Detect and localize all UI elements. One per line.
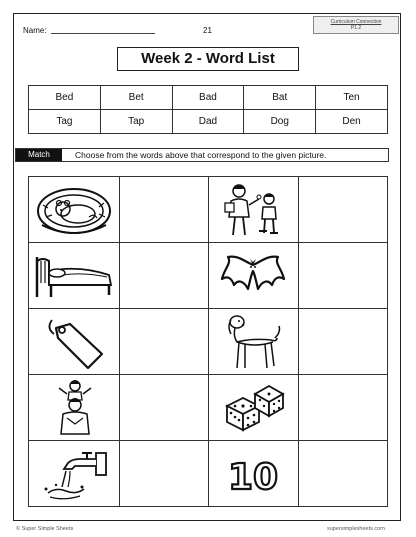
match-row [29,177,388,243]
answer-cell[interactable] [119,441,208,507]
footer-website[interactable]: supersimplesheets.com [327,526,385,532]
ten-number: 10 [228,456,279,498]
picture-cell [208,177,299,243]
word-cell: Den [316,110,388,134]
word-row [29,86,388,110]
match-row [29,243,388,309]
name-label: Name: [23,26,47,35]
match-row [29,375,388,441]
answer-cell[interactable] [119,177,208,243]
name-field[interactable] [23,26,155,35]
tag-icon [42,314,106,370]
bed-icon [33,251,115,301]
word-cell: Ten [316,86,388,110]
curriculum-code: P1.2 [350,25,362,31]
word-cell: Tag [29,110,101,134]
dog-icon [223,312,283,372]
footer-copyright: © Super Simple Sheets [16,526,74,532]
instruction-bar [15,148,389,162]
word-list-table [28,85,388,134]
word-row [29,110,388,134]
match-row [29,309,388,375]
picture-cell [208,309,299,375]
answer-cell[interactable] [299,309,388,375]
word-cell: Bed [29,86,101,110]
answer-cell[interactable] [299,441,388,507]
match-row [29,441,388,507]
name-line[interactable] [51,33,155,34]
curriculum-title: Curriculum Connection [330,19,382,25]
tap-icon [38,445,110,503]
picture-cell [29,177,120,243]
dice-icon [219,380,287,436]
answer-cell[interactable] [299,177,388,243]
answer-cell[interactable] [299,375,388,441]
ten-number-icon [223,449,283,499]
word-cell: Bet [100,86,172,110]
dad-children-icon [215,181,291,239]
answer-cell[interactable] [119,243,208,309]
word-cell: Bat [244,86,316,110]
picture-cell [208,441,299,507]
word-cell: Dad [172,110,244,134]
picture-cell [29,309,120,375]
answer-cell[interactable] [299,243,388,309]
picture-cell [29,441,120,507]
word-cell: Tap [100,110,172,134]
picture-cell [208,375,299,441]
bat-icon [220,253,286,299]
word-cell: Bad [172,86,244,110]
match-grid [28,176,388,507]
page-title: Week 2 - Word List [117,47,299,71]
den-animal-icon [34,181,114,239]
match-label: Match [16,149,62,161]
answer-cell[interactable] [119,375,208,441]
instruction-text: Choose from the words above that correspond to the given picture. [75,150,327,160]
dad-child-icon [49,378,99,438]
word-cell: Dog [244,110,316,134]
picture-cell [29,243,120,309]
picture-cell [29,375,120,441]
curriculum-box [313,16,399,34]
page-number: 21 [203,26,212,35]
answer-cell[interactable] [119,309,208,375]
picture-cell [208,243,299,309]
